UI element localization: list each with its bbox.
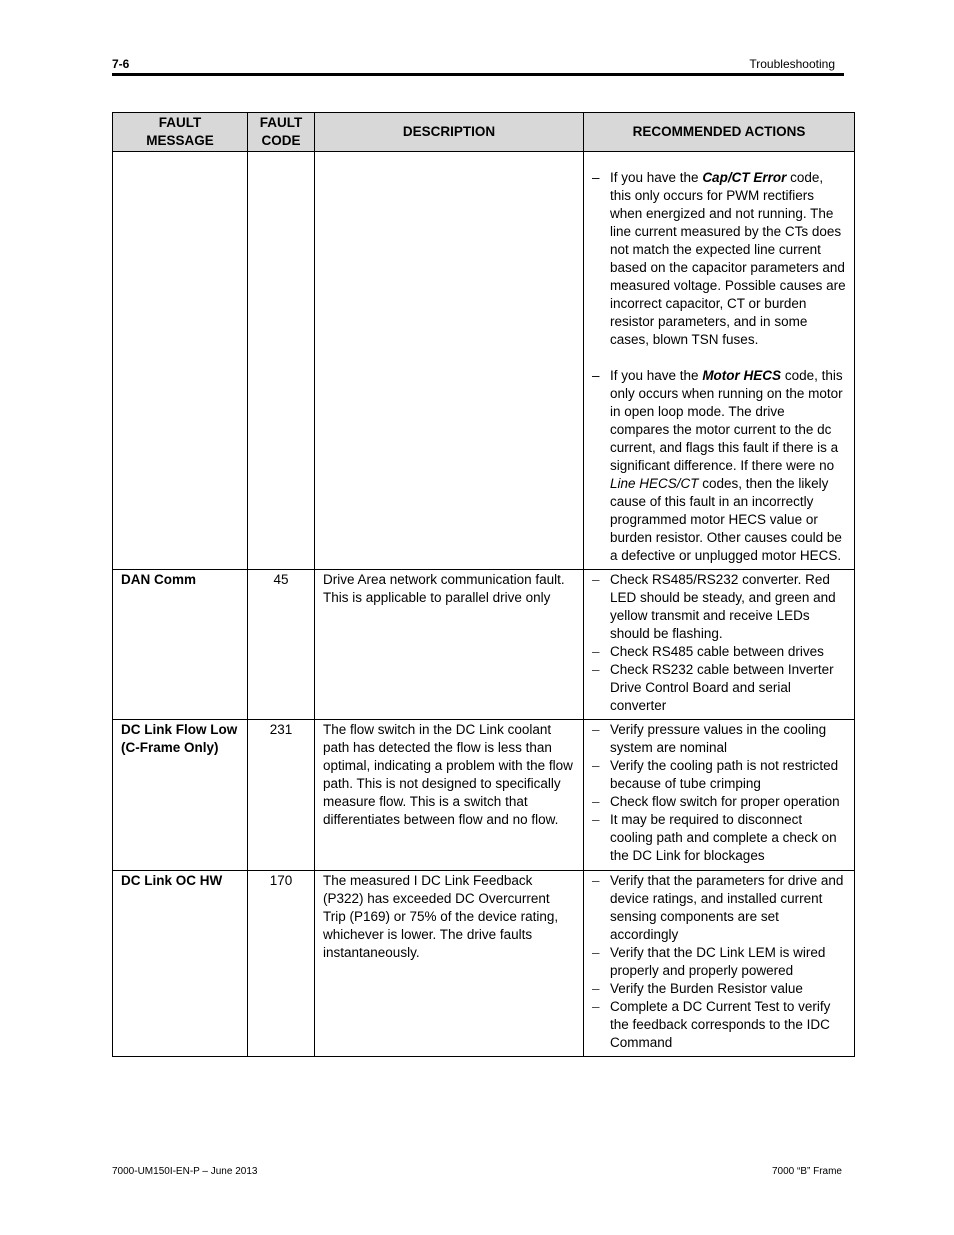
item-text: code, this only occurs for PWM rectifiers when energized and not running. The line current measured by the CTs does not match the expected line current based on the capacitor parameters and measured voltage. Possible causes are incorrect capacitor, CT or burden resistor parameters, and in some cases, blown TSN fuses. (610, 170, 846, 347)
cell-actions (584, 570, 855, 720)
actions-list (592, 872, 846, 1052)
table-header-row (113, 113, 855, 152)
action-text: It may be required to disconnect cooling path and complete a check on the DC Link for blockages (610, 812, 837, 863)
cell-code (248, 152, 315, 570)
cell-description (315, 152, 584, 570)
item-text-tail: codes, then the likely cause of this fault in an incorrectly programmed motor HECS value or burden resistor. Other causes could be a defective or unplugged motor HECS. (610, 476, 842, 563)
page-number: 7-6 (112, 57, 130, 71)
continuation-actions (592, 153, 846, 565)
table-row-dc-link-flow-low (113, 720, 855, 871)
cell-message: DC Link Flow Low (C-Frame Only) (113, 720, 248, 871)
dash-bullet: – (592, 170, 600, 185)
cell-description: The measured I DC Link Feedback (P322) has exceeded DC Overcurrent Trip (P169) or 75% of the device rating, whichever is lower. The drive faults instantaneously. (315, 871, 584, 1057)
cell-actions (584, 871, 855, 1057)
table-row-dc-link-oc-hw (113, 871, 855, 1057)
cell-description: The flow switch in the DC Link coolant path has detected the flow is less than optimal, indicating a problem with the flow path. This is not designed to specifically measure flow. This is a switch that differentiates between flow and no flow. (315, 720, 584, 871)
cell-actions (584, 720, 855, 871)
fault-table (112, 112, 855, 1057)
list-item: – Verify the Burden Resistor value (592, 981, 803, 996)
col-header-recommended-actions: RECOMMENDED ACTIONS (584, 113, 855, 152)
item-term-secondary: Line HECS/CT (610, 476, 699, 491)
item-lead: If you have the (610, 368, 703, 383)
action-text: Verify the cooling path is not restricted because of tube crimping (610, 758, 839, 791)
col-header-fault-code-text: FAULT CODE (259, 115, 303, 148)
table-row-dan-comm (113, 570, 855, 720)
action-text: Check RS485/RS232 converter. Red LED should be steady, and green and yellow transmit and receive LEDs should be flashing. (610, 572, 836, 641)
list-item: – Verify the cooling path is not restricted because of tube crimping (592, 758, 839, 791)
list-item: – Complete a DC Current Test to verify the feedback corresponds to the IDC Command (592, 999, 831, 1050)
action-text: Complete a DC Current Test to verify the feedback corresponds to the IDC Command (610, 999, 831, 1050)
footer-publication: 7000-UM150I-EN-P – June 2013 (112, 1166, 258, 1177)
actions-list (592, 721, 846, 865)
cell-code: 170 (248, 871, 315, 1057)
actions-list (592, 571, 846, 715)
action-text: Check flow switch for proper operation (610, 794, 840, 809)
cell-description: Drive Area network communication fault. This is applicable to parallel drive only (315, 570, 584, 720)
cell-code: 45 (248, 570, 315, 720)
item-term: Cap/CT Error (702, 170, 787, 185)
item-term: Motor HECS (702, 368, 782, 383)
list-item (592, 169, 846, 349)
cell-actions (584, 152, 855, 570)
list-item: – It may be required to disconnect cooling path and complete a check on the DC Link for blockages (592, 812, 837, 863)
list-item: – Check flow switch for proper operation (592, 794, 840, 809)
col-header-fault-message (113, 113, 248, 152)
list-item: – Check RS485/RS232 converter. Red LED should be steady, and green and yellow transmit and receive LEDs should be flashing. (592, 572, 836, 641)
list-item: – Check RS485 cable between drives (592, 644, 824, 659)
cell-message: DAN Comm (113, 570, 248, 720)
header-rule (112, 73, 844, 76)
list-item: – Verify pressure values in the cooling system are nominal (592, 722, 827, 755)
action-text: Verify pressure values in the cooling system are nominal (610, 722, 827, 755)
section-title: Troubleshooting (749, 57, 835, 71)
action-text: Check RS232 cable between Inverter Drive Control Board and serial converter (610, 662, 834, 713)
col-header-fault-message-text: FAULT MESSAGE (146, 115, 214, 148)
list-item: – Check RS232 cable between Inverter Drive Control Board and serial converter (592, 662, 834, 713)
table-row-continuation (113, 152, 855, 570)
list-item: – Verify that the DC Link LEM is wired properly and properly powered (592, 945, 826, 978)
action-text: Check RS485 cable between drives (610, 644, 824, 659)
col-header-description: DESCRIPTION (315, 113, 584, 152)
cell-message (113, 152, 248, 570)
action-text: Verify that the DC Link LEM is wired properly and properly powered (610, 945, 826, 978)
list-item: – Verify that the parameters for drive and device ratings, and installed current sensing components are set accordingly (592, 873, 844, 942)
dash-bullet: – (592, 368, 600, 383)
cell-code: 231 (248, 720, 315, 871)
action-text: Verify the Burden Resistor value (610, 981, 803, 996)
list-item (592, 367, 846, 565)
item-lead: If you have the (610, 170, 703, 185)
col-header-fault-code (248, 113, 315, 152)
footer-product: 7000 “B” Frame (771, 1166, 842, 1177)
item-text: code, this only occurs when running on the motor in open loop mode. The drive compares the motor current to the dc current, and flags this fault if there is a significant difference. If there were no (610, 368, 843, 473)
action-text: Verify that the parameters for drive and device ratings, and installed current sensing components are set accordingly (610, 873, 844, 942)
cell-message: DC Link OC HW (113, 871, 248, 1057)
